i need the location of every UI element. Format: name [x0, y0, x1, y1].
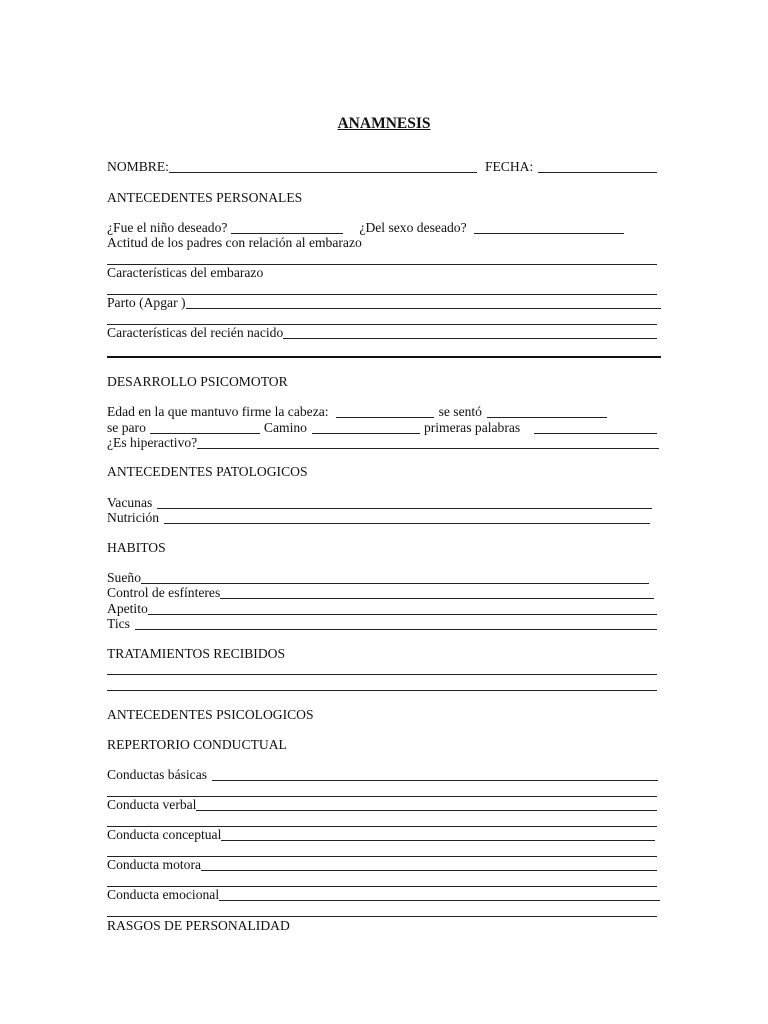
vacunas-field[interactable]	[157, 494, 652, 509]
vacunas-label: Vacunas	[107, 495, 153, 510]
nutricion-label: Nutrición	[107, 510, 160, 525]
antecedentes-personales-heading: ANTECEDENTES PERSONALES	[107, 190, 303, 205]
antecedentes-psicologicos-heading: ANTECEDENTES PSICOLOGICOS	[107, 707, 314, 722]
form-title: ANAMNESIS	[337, 115, 431, 132]
conceptual-row	[107, 826, 655, 844]
nombre-fecha-row	[107, 158, 657, 176]
camino-field[interactable]	[312, 419, 420, 434]
emocional-row	[107, 886, 660, 904]
esfinteres-field[interactable]	[220, 584, 654, 599]
tics-label: Tics	[107, 616, 130, 631]
caracteristicas-embarazo-label: Características del embarazo	[107, 265, 264, 280]
apetito-label: Apetito	[107, 601, 148, 616]
basicas-label: Conductas básicas	[107, 767, 208, 782]
basicas-row	[107, 766, 658, 784]
hiperactivo-label: ¿Es hiperactivo?	[107, 435, 198, 450]
palabras-label: primeras palabras	[423, 420, 521, 435]
sento-field[interactable]	[487, 403, 607, 418]
nino-deseado-label: ¿Fue el niño deseado?	[107, 220, 228, 235]
verbal-field[interactable]	[196, 796, 657, 811]
sueno-label: Sueño	[107, 570, 141, 585]
parto-row	[107, 294, 661, 312]
conceptual-label: Conducta conceptual	[107, 827, 222, 842]
section-divider	[107, 356, 661, 358]
actitud-padres-label: Actitud de los padres con relación al embarazo	[107, 235, 362, 250]
desarrollo-psicomotor-heading: DESARROLLO PSICOMOTOR	[107, 374, 288, 389]
tics-row	[107, 615, 657, 633]
sexo-deseado-label: ¿Del sexo deseado?	[359, 220, 467, 235]
paro-field[interactable]	[150, 419, 260, 434]
verbal-row	[107, 796, 657, 814]
sexo-deseado-field[interactable]	[474, 219, 624, 234]
motora-row	[107, 856, 657, 874]
tratamientos-field-1[interactable]	[107, 674, 657, 675]
apetito-field[interactable]	[148, 600, 657, 615]
esfinteres-label: Control de esfínteres	[107, 585, 221, 600]
motora-field[interactable]	[201, 856, 657, 871]
recien-nacido-label: Características del recién nacido	[107, 325, 284, 340]
sento-label: se sentó	[438, 404, 482, 419]
recien-nacido-field[interactable]	[283, 324, 657, 339]
nutricion-row	[107, 509, 650, 527]
fecha-label: FECHA:	[484, 159, 534, 174]
tratamientos-heading: TRATAMIENTOS RECIBIDOS	[107, 646, 286, 661]
sueno-field[interactable]	[141, 569, 649, 584]
conceptual-field[interactable]	[221, 826, 655, 841]
repertorio-heading: REPERTORIO CONDUCTUAL	[107, 737, 287, 752]
cabeza-label: Edad en la que mantuvo firme la cabeza:	[107, 404, 329, 419]
tics-field[interactable]	[135, 615, 657, 630]
hiperactivo-row	[107, 434, 659, 452]
nombre-field[interactable]	[169, 158, 477, 173]
recien-nacido-row	[107, 324, 657, 342]
palabras-field[interactable]	[534, 419, 657, 434]
habitos-heading: HABITOS	[107, 540, 166, 555]
antecedentes-patologicos-heading: ANTECEDENTES PATOLOGICOS	[107, 464, 308, 479]
nombre-label: NOMBRE:	[107, 159, 169, 174]
tratamientos-field-2[interactable]	[107, 690, 657, 691]
nutricion-field[interactable]	[164, 509, 650, 524]
motora-label: Conducta motora	[107, 857, 202, 872]
verbal-label: Conducta verbal	[107, 797, 197, 812]
fecha-field[interactable]	[538, 158, 657, 173]
emocional-label: Conducta emocional	[107, 887, 220, 902]
hiperactivo-field[interactable]	[197, 434, 659, 449]
camino-label: Camino	[263, 420, 307, 435]
rasgos-heading: RASGOS DE PERSONALIDAD	[107, 918, 290, 933]
nino-deseado-field[interactable]	[231, 219, 343, 234]
emocional-field[interactable]	[219, 886, 660, 901]
paro-label: se paro	[107, 420, 146, 435]
cabeza-field[interactable]	[336, 403, 434, 418]
parto-label: Parto (Apgar )	[107, 295, 186, 310]
parto-field[interactable]	[186, 294, 661, 309]
basicas-field[interactable]	[212, 766, 658, 781]
